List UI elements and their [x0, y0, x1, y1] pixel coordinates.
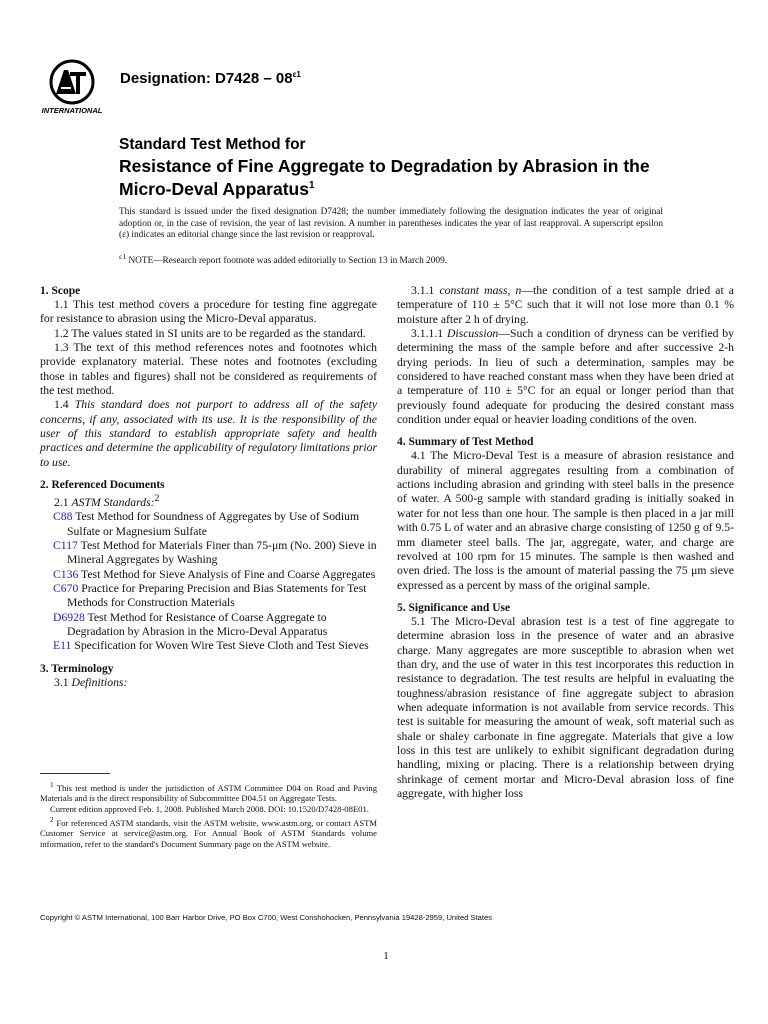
ref-title: Test Method for Resistance of Coarse Aggregate to Degradation by Abrasion in the Micro-Deval Apparatus — [67, 610, 328, 639]
ref-title: Specification for Woven Wire Test Sieve Cloth and Test Sieves — [71, 639, 369, 653]
para-3-1-1 — [397, 284, 734, 327]
title-line-2 — [119, 156, 679, 199]
term-constant-mass: constant mass, n — [439, 284, 522, 297]
ref-code-link[interactable]: C670 — [53, 582, 79, 596]
designation — [120, 70, 301, 87]
ref-item — [53, 568, 377, 582]
title-footnote-mark: 1 — [308, 180, 315, 191]
para-3-1-1-number: 3.1.1 — [411, 284, 440, 297]
footnote-2-text: For referenced ASTM standards, visit the ASTM website, www.astm.org, or contact ASTM Customer Service at service@astm.org. For Annual Book of ASTM Standards volume information, refer to the standard's Document Summary page on the ASTM website. — [40, 817, 377, 849]
epsilon-note — [119, 251, 663, 267]
para-3-1 — [40, 676, 377, 690]
para-3-1-1-1 — [397, 327, 734, 427]
footnote-1 — [40, 780, 377, 804]
para-1-4-text: This standard does not purport to address all of the safety concerns, if any, associated with its use. It is the responsibility of the user of this standard to establish appropriate safety and health practices and determine the applicability of regulatory limitations prior to use. — [40, 398, 378, 469]
ref-code-link[interactable]: C88 — [53, 510, 73, 524]
footnote-2 — [40, 815, 377, 850]
title-line-1: Standard Test Method for — [119, 136, 306, 153]
astm-logo — [34, 58, 110, 116]
para-1-4 — [40, 398, 377, 470]
ref-item — [53, 639, 377, 653]
ref-code-link[interactable]: C117 — [53, 539, 78, 553]
para-2-1-number: 2.1 — [54, 496, 72, 510]
section-heading-terminology: 3. Terminology — [40, 662, 114, 675]
section-heading-significance: 5. Significance and Use — [397, 601, 511, 614]
footnotes — [40, 780, 377, 849]
ref-code-link[interactable]: E11 — [53, 639, 72, 653]
epsilon-symbol: ε1 — [119, 252, 127, 261]
designation-label: Designation: D7428 – 08 — [120, 70, 293, 87]
para-1-2: 1.2 The values stated in SI units are to be regarded as the standard. — [54, 326, 366, 340]
copyright-line: Copyright © ASTM International, 100 Barr Harbor Drive, PO Box C700, West Conshohocken, Pennsylvania 19428-2959, United States — [40, 913, 493, 922]
footnote-1-mark: 1 — [50, 781, 54, 789]
designation-sup: ε1 — [292, 70, 301, 79]
footnote-1-text: This test method is under the jurisdiction of ASTM Committee D04 on Road and Paving Materials and is the direct responsibility of Subcommittee D04.51 on Aggregate Tests. — [40, 782, 377, 804]
para-1-3: 1.3 The text of this method references notes and footnotes which provide explanatory material. These notes and footnotes (excluding those in tables and figures) shall not be considered as requirements of the test method. — [40, 341, 377, 398]
section-heading-summary: 4. Summary of Test Method — [397, 436, 534, 449]
para-3-1-number: 3.1 — [54, 675, 72, 689]
para-2-1-sup: 2 — [154, 493, 160, 505]
para-5-1: 5.1 The Micro-Deval abrasion test is a test of fine aggregate to determine abrasion loss in the presence of water and an abrasive charge. Many aggregates are more susceptible to abrasion when wet than dry, and the use of water in this test incorporates this reduction in resistance to degradation. The test results are helpful in evaluating the toughness/abrasion resistance of fine aggregate subject to abrasion when adequate information is not available from service records. This test is suitable for measuring the amount of weak, soft material such as shale or shaley carbonate in fine aggregate. Materials that give a low loss in this test are unlikely to exhibit significant degradation during handling, mixing or placing. There is a relationship between drying shrinkage of cement mortar and Micro-Deval abrasion loss of fine aggregate, with higher loss — [397, 614, 734, 800]
ref-item — [53, 582, 377, 611]
ref-item — [53, 611, 377, 640]
para-3-1-1-1-number: 3.1.1.1 — [411, 327, 447, 341]
ref-title: Test Method for Sieve Analysis of Fine and Coarse Aggregates — [78, 567, 376, 581]
ref-code-link[interactable]: C136 — [53, 567, 79, 581]
para-4-1: 4.1 The Micro-Deval Test is a measure of abrasion resistance and durability of mineral aggregates resulting from a combination of actions including abrasion and grinding with steel balls in the presence of water. A 500-g sample with standard grading is initially soaked in water for not less than one hour. The sample is then placed in a jar mill with 0.75 L of water and an abrasive charge consisting of 1250 g of 9.5-mm diameter steel balls. The jar, aggregate, water, and charge are revolved at 100 rpm for 15 minutes. The sample is then washed and oven dried. The loss is the amount of material passing the 75 μm sieve expressed as a percent by mass of the original sample. — [397, 449, 734, 592]
para-2-1 — [40, 492, 377, 510]
para-3-1-text: Definitions: — [71, 675, 128, 689]
epsilon-note-text: NOTE—Research report footnote was added editorially to Section 13 in March 2009. — [126, 256, 448, 267]
ref-title: Practice for Preparing Precision and Bias Statements for Test Methods for Construction Materials — [67, 582, 367, 610]
para-1-4-number: 1.4 — [54, 398, 75, 412]
footnote-divider — [40, 773, 110, 774]
para-3-1-1-1-text: —Such a condition of dryness can be verified by determining the mass of the sample before and after successive 2-h drying periods. In lieu of such a determination, samples may be considered to have reached constant mass when they have been dried at a temperature of 110 ± 5°C for an equal or longer period than that previously found adequate for producing the desired constant mass condition under equal or heavier loading conditions of the oven. — [397, 327, 734, 427]
ref-title: Test Method for Materials Finer than 75-μm (No. 200) Sieve in Mineral Aggregates by Washing — [67, 539, 377, 567]
ref-item — [53, 510, 377, 539]
right-column — [397, 284, 734, 801]
footnote-2-mark: 2 — [50, 815, 54, 824]
para-3-1-1-text: —the condition of a test sample dried at a temperature of 110 ± 5°C such that it will not lose more than 0.1 % moisture after 2 h of drying. — [397, 284, 734, 326]
designation-notice: This standard is issued under the fixed designation D7428; the number immediately following the designation indicates the year of original adoption or, in the case of revision, the year of last revision. A number in parentheses indicates the year of last reapproval. A superscript epsilon (ε) indicates an editorial change since the last revision or reapproval. — [119, 207, 663, 241]
section-heading-scope: 1. Scope — [40, 285, 81, 297]
section-heading-referenced-documents: 2. Referenced Documents — [40, 479, 165, 492]
footnote-1-edition: Current edition approved Feb. 1, 2008. Published March 2008. DOI: 10.1520/D7428-08E01. — [50, 804, 369, 815]
document-title — [119, 136, 679, 199]
page-number: 1 — [383, 950, 389, 962]
ref-code-link[interactable]: D6928 — [53, 610, 85, 624]
title-main-text: Resistance of Fine Aggregate to Degradation by Abrasion in the Micro-Deval Apparatus — [119, 156, 650, 199]
ref-title: Test Method for Soundness of Aggregates by Use of Sodium Sulfate or Magnesium Sulfate — [67, 510, 360, 538]
para-1-1: 1.1 This test method covers a procedure for testing fine aggregate for resistance to abrasion using the Micro-Deval apparatus. — [40, 298, 377, 326]
para-2-1-text: ASTM Standards: — [71, 496, 155, 510]
left-column — [40, 284, 377, 690]
term-discussion: Discussion — [446, 327, 499, 341]
logo-subtext: INTERNATIONAL — [41, 106, 103, 115]
ref-item — [53, 539, 377, 568]
